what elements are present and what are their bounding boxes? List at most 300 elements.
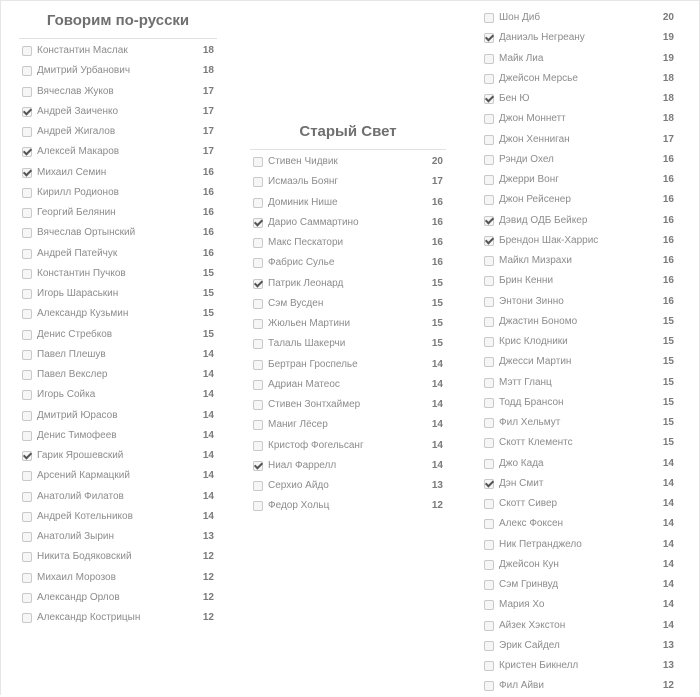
player-name: Кирилл Родионов: [37, 186, 119, 198]
player-name: Фабрис Сульe: [268, 257, 335, 269]
player-name: Кристоф Фогельсанг: [268, 439, 364, 451]
list-item[interactable]: [250, 152, 446, 172]
checkbox[interactable]: [22, 573, 32, 583]
list-item[interactable]: [250, 213, 446, 233]
list-item[interactable]: [481, 170, 677, 190]
list-item[interactable]: [250, 355, 446, 375]
list-item[interactable]: [19, 588, 217, 608]
player-name: Исмаэль Боянг: [268, 176, 339, 188]
checkbox[interactable]: [22, 269, 32, 279]
list-item[interactable]: [481, 433, 677, 453]
player-count: 14: [431, 358, 443, 370]
player-count: 16: [662, 153, 674, 165]
player-count: 12: [431, 500, 443, 512]
checkbox[interactable]: [22, 289, 32, 299]
player-name: Скотт Сивер: [499, 498, 558, 509]
list-item[interactable]: [481, 109, 677, 129]
player-name: Дэн Смит: [499, 477, 544, 489]
checkbox[interactable]: [484, 297, 494, 307]
checkbox[interactable]: [22, 350, 32, 360]
list-item[interactable]: [250, 334, 446, 354]
player-count: 15: [662, 356, 674, 368]
list-item[interactable]: [481, 251, 677, 271]
list-item[interactable]: [481, 8, 677, 28]
player-list: [250, 152, 446, 517]
player-name: Никита Бодяковский: [37, 551, 132, 563]
list-item[interactable]: [481, 312, 677, 332]
list-item[interactable]: [19, 487, 217, 507]
checkbox-checked[interactable]: [484, 33, 494, 43]
player-name: Сэм Вусден: [268, 297, 324, 309]
list-item[interactable]: [19, 41, 217, 61]
list-item[interactable]: [19, 385, 217, 405]
player-count: 19: [662, 52, 674, 64]
player-name: Серхио Айдо: [268, 480, 329, 491]
list-item[interactable]: [481, 231, 677, 251]
player-name: Игорь Шараськин: [37, 288, 119, 299]
checkbox-checked[interactable]: [22, 451, 32, 461]
player-name: Энтони Зинно: [499, 295, 564, 307]
player-name: Джо Када: [499, 457, 544, 469]
player-name: Даниэль Негреану: [499, 32, 585, 44]
player-count: 14: [431, 459, 443, 471]
checkbox[interactable]: [484, 378, 494, 388]
checkbox[interactable]: [484, 580, 494, 590]
list-item[interactable]: [481, 352, 677, 372]
player-name: Мария Хо: [499, 599, 545, 611]
player-name: Дмитрий Урбанович: [37, 65, 131, 77]
list-item[interactable]: [481, 454, 677, 474]
list-item[interactable]: [481, 514, 677, 534]
list-item[interactable]: [481, 494, 677, 514]
list-item[interactable]: [19, 365, 217, 385]
checkbox[interactable]: [22, 66, 32, 76]
checkbox-checked[interactable]: [484, 94, 494, 104]
list-item[interactable]: [481, 190, 677, 210]
checkbox-checked[interactable]: [22, 168, 32, 178]
list-item[interactable]: [19, 608, 217, 628]
checkbox[interactable]: [22, 552, 32, 562]
list-item[interactable]: [19, 183, 217, 203]
player-name: Джейсон Кун: [499, 558, 559, 570]
player-name: Михаил Морозов: [37, 571, 116, 583]
checkbox[interactable]: [253, 360, 263, 370]
player-count: 17: [662, 133, 674, 145]
player-name: Стивен Чидвик: [268, 156, 338, 167]
player-name: Джон Хенниган: [499, 133, 570, 145]
list-item[interactable]: [481, 555, 677, 575]
player-count: 14: [662, 477, 674, 489]
player-name: Ниал Фаррелл: [268, 459, 337, 471]
player-name: Фил Хельмут: [499, 417, 561, 428]
checkbox[interactable]: [22, 411, 32, 421]
player-count: 14: [202, 490, 214, 502]
player-count: 14: [202, 409, 214, 421]
player-count: 17: [202, 85, 214, 97]
player-count: 15: [202, 328, 214, 340]
checkbox[interactable]: [22, 471, 32, 481]
checkbox[interactable]: [22, 208, 32, 218]
list-item[interactable]: [19, 446, 217, 466]
checkbox[interactable]: [253, 258, 263, 268]
list-item[interactable]: [19, 426, 217, 446]
list-item[interactable]: [481, 211, 677, 231]
player-name: Павел Плешув: [37, 348, 106, 360]
checkbox-checked[interactable]: [253, 461, 263, 471]
player-count: 14: [202, 450, 214, 461]
list-item[interactable]: [19, 406, 217, 426]
player-count: 18: [662, 93, 674, 104]
checkbox-checked[interactable]: [484, 216, 494, 226]
checkbox[interactable]: [484, 357, 494, 367]
list-item[interactable]: [250, 172, 446, 192]
list-item[interactable]: [19, 345, 217, 365]
player-name: Бен Ю: [499, 93, 530, 104]
list-item[interactable]: [481, 89, 677, 109]
player-count: 16: [202, 186, 214, 198]
checkbox[interactable]: [484, 195, 494, 205]
player-name: Майкл Мизрахи: [499, 255, 572, 266]
player-name: Эрик Сайдел: [499, 639, 560, 651]
player-name: Джон Рейсенер: [499, 194, 571, 206]
checkbox[interactable]: [253, 157, 263, 167]
checkbox[interactable]: [22, 188, 32, 198]
list-item[interactable]: [250, 253, 446, 273]
checkbox[interactable]: [484, 499, 494, 509]
player-name: Вячеслав Ортынский: [37, 227, 136, 239]
player-count: 16: [431, 196, 443, 208]
player-name: Макс Пескатори: [268, 237, 344, 248]
player-count: 14: [202, 429, 214, 441]
player-count: 16: [662, 214, 674, 226]
checkbox[interactable]: [484, 135, 494, 145]
player-name: Андрей Заиченко: [37, 105, 119, 117]
player-count: 14: [662, 457, 674, 469]
list-item[interactable]: [19, 244, 217, 264]
player-count: 15: [662, 437, 674, 449]
player-name: Адриан Матеос: [268, 378, 340, 390]
player-name: Брин Кенни: [499, 275, 554, 287]
list-item[interactable]: [250, 233, 446, 253]
player-name: Арсений Кармацкий: [37, 470, 130, 482]
checkbox[interactable]: [22, 370, 32, 380]
checkbox[interactable]: [22, 330, 32, 340]
checkbox[interactable]: [484, 519, 494, 529]
checkbox[interactable]: [22, 512, 32, 522]
player-count: 15: [662, 376, 674, 388]
player-count: 17: [202, 146, 214, 158]
player-name: Крис Клодники: [499, 336, 568, 347]
player-count: 15: [662, 336, 674, 347]
checkbox-checked[interactable]: [22, 107, 32, 117]
list-item[interactable]: [481, 130, 677, 150]
player-list: [481, 8, 677, 697]
list-item[interactable]: [481, 150, 677, 170]
player-count: 14: [662, 498, 674, 509]
checkbox[interactable]: [484, 337, 494, 347]
list-item[interactable]: [481, 28, 677, 48]
player-count: 12: [202, 612, 214, 623]
player-name: Анатолий Филатов: [37, 490, 124, 502]
player-count: 15: [662, 396, 674, 408]
checkbox[interactable]: [253, 238, 263, 248]
player-count: 15: [202, 267, 214, 279]
player-name: Доминик Нише: [268, 196, 338, 208]
player-count: 14: [431, 439, 443, 451]
player-count: 14: [662, 579, 674, 590]
list-item[interactable]: [19, 82, 217, 102]
list-item[interactable]: [19, 163, 217, 183]
player-count: 15: [662, 315, 674, 327]
player-name: Дарио Саммартино: [268, 216, 359, 228]
player-name: Гарик Ярошевский: [37, 450, 124, 461]
column-russian-speaking: [19, 10, 217, 628]
checkbox[interactable]: [484, 641, 494, 651]
player-name: Игорь Сойка: [37, 389, 96, 401]
player-name: Тодд Брансон: [499, 396, 564, 408]
checkbox[interactable]: [484, 276, 494, 286]
list-item[interactable]: [250, 436, 446, 456]
player-count: 16: [202, 207, 214, 218]
player-count: 14: [662, 599, 674, 611]
player-count: 17: [202, 105, 214, 117]
player-count: 12: [662, 680, 674, 692]
list-item[interactable]: [481, 636, 677, 656]
checkbox[interactable]: [253, 198, 263, 208]
player-count: 14: [662, 518, 674, 530]
player-name: Джастин Бономо: [499, 315, 578, 327]
checkbox[interactable]: [253, 441, 263, 451]
list-item[interactable]: [481, 373, 677, 393]
list-item[interactable]: [250, 294, 446, 314]
list-item[interactable]: [19, 284, 217, 304]
player-count: 14: [202, 389, 214, 401]
list-item[interactable]: [250, 476, 446, 496]
checkbox[interactable]: [253, 319, 263, 329]
player-name: Майк Лиа: [499, 52, 544, 64]
player-count: 16: [662, 295, 674, 307]
list-item[interactable]: [481, 676, 677, 696]
player-count: 16: [662, 194, 674, 206]
checkbox[interactable]: [22, 593, 32, 603]
checkbox[interactable]: [484, 13, 494, 23]
checkbox[interactable]: [253, 380, 263, 390]
player-count: 16: [431, 237, 443, 248]
player-count: 18: [662, 113, 674, 125]
player-count: 16: [662, 234, 674, 246]
player-count: 12: [202, 571, 214, 583]
list-item[interactable]: [19, 304, 217, 324]
list-item[interactable]: [481, 413, 677, 433]
player-count: 16: [202, 166, 214, 178]
player-count: 13: [662, 660, 674, 671]
list-item[interactable]: [481, 656, 677, 676]
player-count: 14: [202, 510, 214, 522]
checkbox[interactable]: [22, 309, 32, 319]
player-count: 15: [431, 318, 443, 329]
list-item[interactable]: [19, 102, 217, 122]
checkbox[interactable]: [22, 532, 32, 542]
checkbox-checked[interactable]: [484, 479, 494, 489]
player-count: 18: [662, 72, 674, 84]
checkbox[interactable]: [484, 681, 494, 691]
player-count: 16: [431, 257, 443, 269]
checkbox[interactable]: [484, 175, 494, 185]
list-item[interactable]: [19, 568, 217, 588]
list-item[interactable]: [481, 474, 677, 494]
checkbox[interactable]: [22, 87, 32, 97]
checkbox[interactable]: [253, 400, 263, 410]
list-item[interactable]: [250, 456, 446, 476]
player-count: 15: [662, 417, 674, 428]
player-name: Джесси Мартин: [499, 356, 572, 368]
player-count: 13: [662, 639, 674, 651]
list-item[interactable]: [19, 122, 217, 142]
list-item[interactable]: [19, 61, 217, 81]
player-name: Маниг Лёсер: [268, 419, 328, 431]
player-name: Вячеслав Жуков: [37, 85, 114, 97]
list-item[interactable]: [481, 393, 677, 413]
player-count: 13: [202, 531, 214, 542]
player-name: Павел Векслер: [37, 369, 108, 380]
column-title: Старый Свет: [250, 121, 446, 150]
checkbox[interactable]: [22, 249, 32, 259]
list-item[interactable]: [19, 466, 217, 486]
checkbox[interactable]: [484, 74, 494, 84]
player-name: Сэм Гринвуд: [499, 579, 559, 590]
player-name: Талаль Шакерчи: [268, 338, 346, 350]
player-count: 14: [662, 619, 674, 631]
checkbox[interactable]: [484, 621, 494, 631]
list-item[interactable]: [481, 292, 677, 312]
player-name: Алексей Макаров: [37, 146, 120, 158]
list-item[interactable]: [481, 271, 677, 291]
list-item[interactable]: [481, 69, 677, 89]
player-name: Шон Диб: [499, 12, 541, 23]
checkbox[interactable]: [22, 431, 32, 441]
list-item[interactable]: [250, 314, 446, 334]
checkbox-checked[interactable]: [484, 236, 494, 246]
column-new-world: [481, 8, 677, 697]
list-item[interactable]: [19, 507, 217, 527]
list-item[interactable]: [481, 575, 677, 595]
checkbox[interactable]: [484, 114, 494, 124]
player-count: 14: [202, 369, 214, 380]
player-name: Александр Орлов: [37, 591, 120, 603]
player-name: Айзек Хэкстон: [499, 619, 566, 631]
player-count: 19: [662, 32, 674, 44]
player-name: Андрей Котельников: [37, 510, 133, 522]
list-item[interactable]: [250, 395, 446, 415]
player-count: 16: [662, 255, 674, 266]
player-name: Брендон Шак-Харрис: [499, 234, 599, 246]
list-item[interactable]: [250, 415, 446, 435]
checkbox[interactable]: [22, 127, 32, 137]
checkbox[interactable]: [484, 540, 494, 550]
checkbox[interactable]: [253, 420, 263, 430]
player-name: Анатолий Зырин: [37, 531, 115, 542]
player-count: 18: [202, 45, 214, 56]
player-name: Дэвид ОДБ Бейкер: [499, 214, 588, 226]
list-item[interactable]: [481, 535, 677, 555]
player-count: 16: [202, 227, 214, 239]
list-item[interactable]: [19, 264, 217, 284]
player-name: Александр Кузьмин: [37, 308, 129, 320]
player-name: Федор Хольц: [268, 500, 330, 512]
checkbox[interactable]: [22, 46, 32, 56]
checkbox[interactable]: [484, 600, 494, 610]
checkbox[interactable]: [253, 299, 263, 309]
player-name: Константин Маслак: [37, 45, 128, 56]
player-count: 15: [202, 308, 214, 320]
checkbox[interactable]: [484, 418, 494, 428]
player-name: Джон Моннетт: [499, 113, 566, 125]
player-count: 16: [662, 275, 674, 287]
list-item[interactable]: [250, 496, 446, 516]
player-count: 14: [202, 470, 214, 482]
list-item[interactable]: [19, 325, 217, 345]
player-count: 14: [431, 378, 443, 390]
checkbox[interactable]: [484, 398, 494, 408]
list-item[interactable]: [19, 527, 217, 547]
player-name: Алекс Фоксен: [499, 518, 564, 530]
player-count: 13: [431, 480, 443, 491]
checkbox[interactable]: [253, 339, 263, 349]
list-item[interactable]: [19, 142, 217, 162]
player-count: 15: [431, 297, 443, 309]
checkbox[interactable]: [484, 155, 494, 165]
checkbox[interactable]: [253, 481, 263, 491]
player-count: 14: [202, 348, 214, 360]
checkbox[interactable]: [484, 317, 494, 327]
column-old-world: [250, 121, 446, 517]
checkbox[interactable]: [253, 501, 263, 511]
checkbox[interactable]: [484, 560, 494, 570]
list-item[interactable]: [481, 616, 677, 636]
player-list: [19, 41, 217, 628]
list-item[interactable]: [19, 223, 217, 243]
checkbox[interactable]: [22, 390, 32, 400]
checkbox[interactable]: [484, 256, 494, 266]
checkbox-checked[interactable]: [253, 218, 263, 228]
list-item[interactable]: [481, 595, 677, 615]
column-title: Говорим по-русски: [19, 10, 217, 39]
checkbox[interactable]: [484, 661, 494, 671]
list-item[interactable]: [250, 193, 446, 213]
checkbox[interactable]: [22, 492, 32, 502]
player-name: Бертран Гроспелье: [268, 358, 358, 370]
checkbox[interactable]: [22, 613, 32, 623]
player-count: 16: [431, 216, 443, 228]
checkbox[interactable]: [484, 438, 494, 448]
player-count: 17: [202, 126, 214, 137]
list-item[interactable]: [481, 49, 677, 69]
list-item[interactable]: [481, 332, 677, 352]
checkbox[interactable]: [484, 459, 494, 469]
list-item[interactable]: [250, 375, 446, 395]
player-name: Андрей Патейчук: [37, 247, 118, 259]
player-name: Скотт Клементс: [499, 437, 573, 449]
list-item[interactable]: [19, 547, 217, 567]
list-item[interactable]: [250, 274, 446, 294]
checkbox-checked[interactable]: [253, 279, 263, 289]
checkbox[interactable]: [22, 228, 32, 238]
checkbox[interactable]: [253, 177, 263, 187]
checkbox-checked[interactable]: [22, 147, 32, 157]
checkbox[interactable]: [484, 54, 494, 64]
player-name: Рэнди Охел: [499, 153, 554, 165]
list-item[interactable]: [19, 203, 217, 223]
